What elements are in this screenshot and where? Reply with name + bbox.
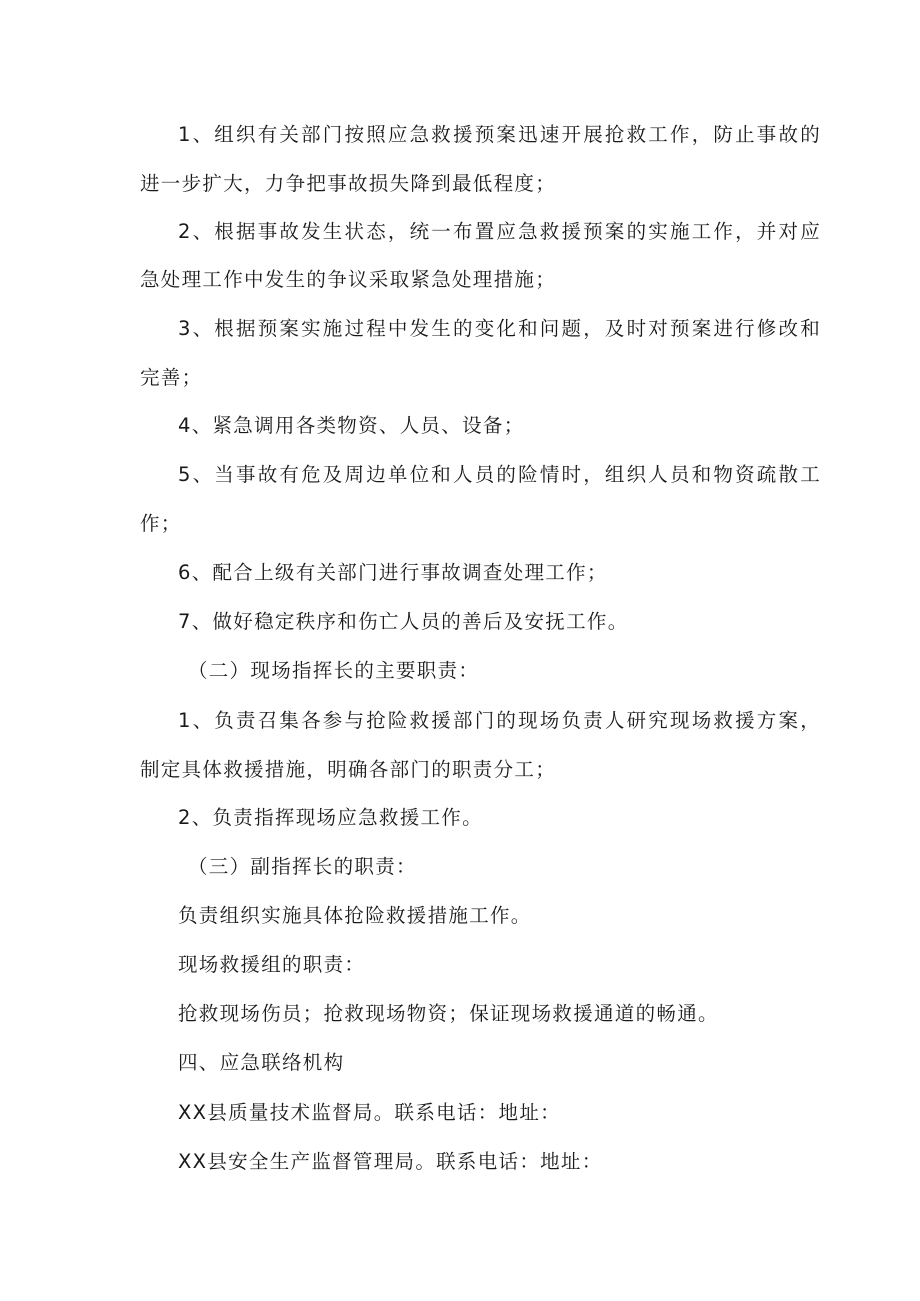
para-10: 负责组织实施具体抢险救援措施工作。 [178,904,532,927]
section-heading-3: （三）副指挥长的职责： [188,855,417,878]
para-1-line-2: 进一步扩大，力争把事故损失降到最低程度； [140,172,557,195]
contact-line-1: XX县质量技术监督局。联系电话：地址： [178,1101,561,1124]
para-7: 7、做好稳定秩序和伤亡人员的善后及安抚工作。 [178,610,629,633]
para-8-line-2: 制定具体救援措施，明确各部门的职责分工； [140,758,557,781]
para-1-line-1: 1、组织有关部门按照应急救援预案迅速开展抢救工作，防止事故的 [178,123,822,146]
para-5-line-1: 5、当事故有危及周边单位和人员的险情时，组织人员和物资疏散工 [178,463,822,486]
para-4: 4、紧急调用各类物资、人员、设备； [178,414,525,437]
para-5-line-2: 作； [140,512,182,535]
section-heading-4: 四、应急联络机构 [178,1051,345,1074]
para-8-line-1: 1、负责召集各参与抢险救援部门的现场负责人研究现场救援方案， [178,709,822,732]
para-6: 6、配合上级有关部门进行事故调查处理工作； [178,561,608,584]
para-12: 抢救现场伤员；抢救现场物资；保证现场救援通道的畅通。 [178,1002,719,1025]
para-2-line-1: 2、根据事故发生状态，统一布置应急救援预案的实施工作，并对应 [178,220,822,243]
section-heading-2: （二）现场指挥长的主要职责： [188,659,480,682]
para-3-line-2: 完善； [140,366,203,389]
contact-line-2: XX县安全生产监督管理局。联系电话：地址： [178,1150,603,1173]
para-3-line-1: 3、根据预案实施过程中发生的变化和问题，及时对预案进行修改和 [178,317,822,340]
para-11: 现场救援组的职责： [178,953,366,976]
para-2-line-2: 急处理工作中发生的争议采取紧急处理措施； [140,268,557,291]
para-9: 2、负责指挥现场应急救援工作。 [178,806,483,829]
